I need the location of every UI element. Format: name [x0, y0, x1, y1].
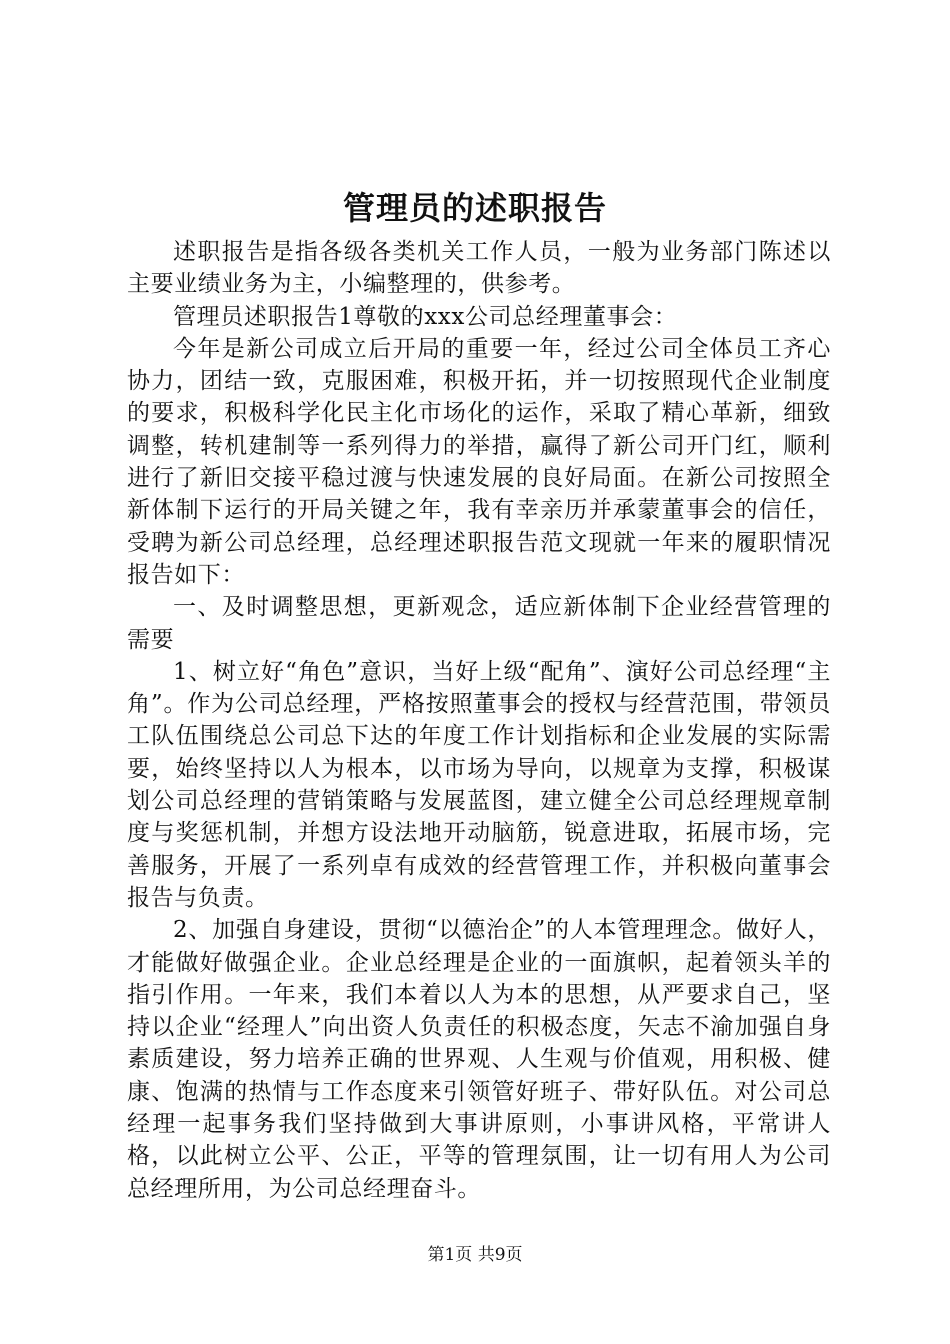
page-footer: 第1页 共9页 — [427, 1245, 523, 1265]
paragraph-overview: 今年是新公司成立后开局的重要一年，经过公司全体员工齐心协力，团结一致，克服困难，积极开拓，并一切按照现代企业制度的要求，积极科学化民主化市场化的运作，采取了精心革新，细致调整，转机建制等一系列得力的举措，赢得了新公司开门红，顺利进行了新旧交接平稳过渡与快速发展的良好局面。在新公司按照全新体制下运行的开局关键之年，我有幸亲历并承蒙董事会的信任，受聘为新公司总经理，总经理述职报告范文现就一年来的履职情况报告如下： — [127, 335, 831, 588]
paragraph-item-2: 2、加强自身建设，贯彻“以德治企”的人本管理理念。做好人，才能做好做强企业。企业总经理是企业的一面旗帜，起着领头羊的指引作用。一年来，我们本着以人为本的思想，从严要求自己，坚持以企业“经理人”向出资人负责任的积极态度，矢志不渝加强自身素质建设，努力培养正确的世界观、人生观与价值观，用积极、健康、饱满的热情与工作态度来引领管好班子、带好队伍。对公司总经理一起事务我们坚持做到大事讲原则，小事讲风格，平常讲人格，以此树立公平、公正，平等的管理氛围，让一切有用人为公司总经理所用，为公司总经理奋斗。 — [127, 917, 831, 1202]
paragraph-intro: 述职报告是指各级各类机关工作人员，一般为业务部门陈述以主要业绩业务为主，小编整理的，供参考。 — [127, 239, 831, 298]
paragraph-salutation: 管理员述职报告1尊敬的xxx公司总经理董事会： — [173, 303, 678, 330]
paragraph-item-1: 1、树立好“角色”意识，当好上级“配角”、演好公司总经理“主角”。作为公司总经理，严格按照董事会的授权与经营范围，带领员工队伍围绕总公司总下达的年度工作计划指标和企业发展的实际需要，始终坚持以人为根本，以市场为导向，以规章为支撑，积极谋划公司总经理的营销策略与发展蓝图，建立健全公司总经理规章制度与奖惩机制，并想方设法地开动脑筋，锐意进取，拓展市场，完善服务，开展了一系列卓有成效的经营管理工作，并积极向董事会报告与负责。 — [127, 658, 831, 911]
document-title: 管理员的述职报告 — [342, 189, 607, 227]
document-body — [127, 236, 831, 1205]
section-heading-1: 一、及时调整思想，更新观念，适应新体制下企业经营管理的需要 — [127, 594, 831, 653]
